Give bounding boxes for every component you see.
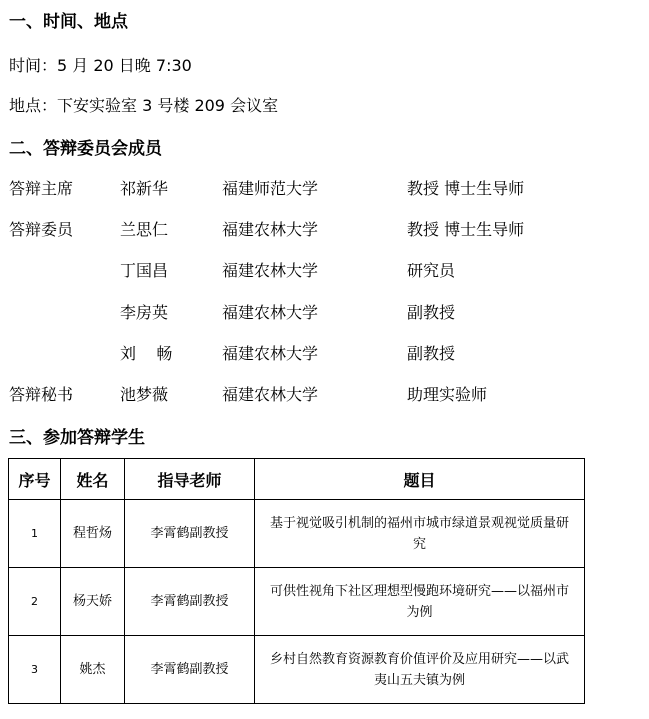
cell-topic: 乡村自然教育资源教育价值评价及应用研究——以武夷山五夫镇为例 bbox=[255, 636, 585, 704]
cell-name: 杨天娇 bbox=[61, 568, 125, 636]
member-name: 祁新华 bbox=[120, 179, 169, 198]
member-unit: 福建师范大学 bbox=[222, 179, 319, 198]
section-heading-students: 三、参加答辩学生 bbox=[9, 428, 145, 448]
member-unit: 福建农林大学 bbox=[222, 303, 319, 322]
member-title: 教授 博士生导师 bbox=[407, 220, 525, 239]
member-name: 池梦薇 bbox=[120, 385, 169, 404]
member-row bbox=[9, 384, 639, 406]
member-title: 助理实验师 bbox=[407, 385, 488, 404]
member-title: 副教授 bbox=[407, 303, 456, 322]
cell-no: 3 bbox=[9, 636, 61, 704]
cell-advisor: 李霄鹤副教授 bbox=[125, 568, 255, 636]
header-topic: 题目 bbox=[255, 459, 585, 500]
member-name: 兰思仁 bbox=[120, 220, 169, 239]
member-name: 丁国昌 bbox=[120, 261, 169, 280]
member-row bbox=[9, 343, 639, 365]
member-unit: 福建农林大学 bbox=[222, 261, 319, 280]
cell-topic: 基于视觉吸引机制的福州市城市绿道景观视觉质量研究 bbox=[255, 500, 585, 568]
member-unit: 福建农林大学 bbox=[222, 220, 319, 239]
section-heading-time-place: 一、时间、地点 bbox=[9, 12, 128, 32]
member-row bbox=[9, 178, 639, 200]
member-role: 答辩秘书 bbox=[9, 385, 74, 404]
cell-no: 2 bbox=[9, 568, 61, 636]
cell-name: 程哲炀 bbox=[61, 500, 125, 568]
member-role: 答辩主席 bbox=[9, 179, 74, 198]
member-title: 副教授 bbox=[407, 344, 456, 363]
header-no: 序号 bbox=[9, 459, 61, 500]
member-row bbox=[9, 302, 639, 324]
cell-name: 姚杰 bbox=[61, 636, 125, 704]
member-row bbox=[9, 219, 639, 241]
section-heading-committee: 二、答辩委员会成员 bbox=[9, 139, 162, 159]
table-row bbox=[9, 500, 585, 568]
cell-advisor: 李霄鹤副教授 bbox=[125, 636, 255, 704]
header-advisor: 指导老师 bbox=[125, 459, 255, 500]
cell-advisor: 李霄鹤副教授 bbox=[125, 500, 255, 568]
place-line: 地点：下安实验室 3 号楼 209 会议室 bbox=[9, 96, 279, 115]
member-unit: 福建农林大学 bbox=[222, 385, 319, 404]
member-name: 刘 畅 bbox=[120, 344, 173, 363]
table-row bbox=[9, 568, 585, 636]
member-name: 李房英 bbox=[120, 303, 169, 322]
table-row bbox=[9, 636, 585, 704]
member-row bbox=[9, 260, 639, 282]
header-name: 姓名 bbox=[61, 459, 125, 500]
cell-topic: 可供性视角下社区理想型慢跑环境研究——以福州市为例 bbox=[255, 568, 585, 636]
time-line: 时间：5 月 20 日晚 7:30 bbox=[9, 56, 192, 75]
member-title: 研究员 bbox=[407, 261, 456, 280]
member-title: 教授 博士生导师 bbox=[407, 179, 525, 198]
students-table bbox=[8, 458, 585, 704]
member-unit: 福建农林大学 bbox=[222, 344, 319, 363]
member-role: 答辩委员 bbox=[9, 220, 74, 239]
table-header-row bbox=[9, 459, 585, 500]
cell-no: 1 bbox=[9, 500, 61, 568]
